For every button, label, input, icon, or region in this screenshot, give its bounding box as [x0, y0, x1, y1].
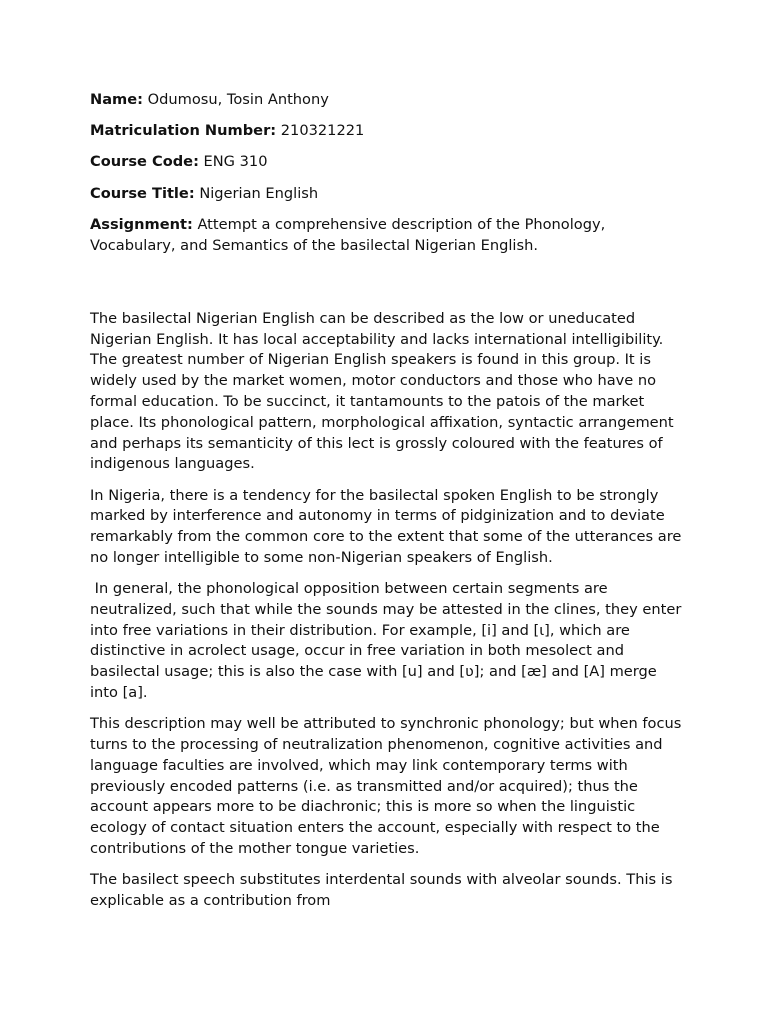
matric-field	[90, 121, 682, 142]
course-title-field	[90, 184, 682, 205]
assignment-field	[90, 215, 682, 257]
name-label: Name:	[90, 91, 144, 108]
assignment-label: Assignment:	[90, 215, 193, 233]
matric-label: Matriculation Number:	[90, 122, 277, 140]
body-paragraph-1: The basilectal Nigerian English can be described as the low or uneducated Nigerian English. It has local acceptability and lacks international intelligibility. The greatest number of Nigerian English speakers is found in this group. It is widely used by the market women, motor conductors and those who have no formal education. To be succinct, it tantamounts to the patois of the market place. Its phonological pattern, morphological affixation, syntactic arrangement and perhaps its semanticity of this lect is grossly coloured with the features of indigenous languages.	[90, 309, 679, 473]
course-title-label: Course Title:	[90, 184, 195, 202]
course-code-value: ENG 310	[203, 153, 268, 171]
spacer	[90, 267, 682, 309]
body-paragraph-2: In Nigeria, there is a tendency for the basilectal spoken English to be strongly marked by interference and autonomy in terms of pidginization and to deviate remarkably from the common core to the extent that some of the utterances are no longer intelligible to some non-Nigerian speakers of English.	[90, 486, 687, 566]
assignment-value: Attempt a comprehensive description of the Phonology, Vocabulary, and Semantics of the basilectal Nigerian English.	[90, 215, 606, 254]
name-value: Odumosu, Tosin Anthony	[147, 91, 329, 108]
body-paragraph-5: The basilect speech substitutes interdental sounds with alveolar sounds. This is explicable as a contribution from	[90, 871, 678, 910]
course-title-value: Nigerian English	[199, 184, 319, 202]
name-field	[90, 90, 682, 111]
body-paragraph-3: In general, the phonological opposition between certain segments are neutralized, such that while the sounds may be attested in the clines, they enter into free variations in their distribution. For example, [i] and [ɩ], which are distinctive in acrolect usage, occur in free variation in both mesolect and basilectal usage; this is also the case with [u] and [ʋ]; and [æ] and [A] merge into [a].	[90, 580, 686, 702]
course-code-label: Course Code:	[90, 153, 199, 171]
course-code-field	[90, 152, 682, 173]
document-page	[90, 90, 687, 922]
matric-value: 210321221	[280, 122, 365, 140]
body-paragraph-4: This description may well be attributed to synchronic phonology; but when focus turns to the processing of neutralization phenomenon, cognitive activities and language faculties are involved, which may link contemporary terms with previously encoded patterns (i.e. as transmitted and/or acquired); thus the account appears more to be diachronic; this is more so when the linguistic ecology of contact situation enters the account, especially with respect to the contributions of the mother tongue varieties.	[90, 715, 686, 858]
